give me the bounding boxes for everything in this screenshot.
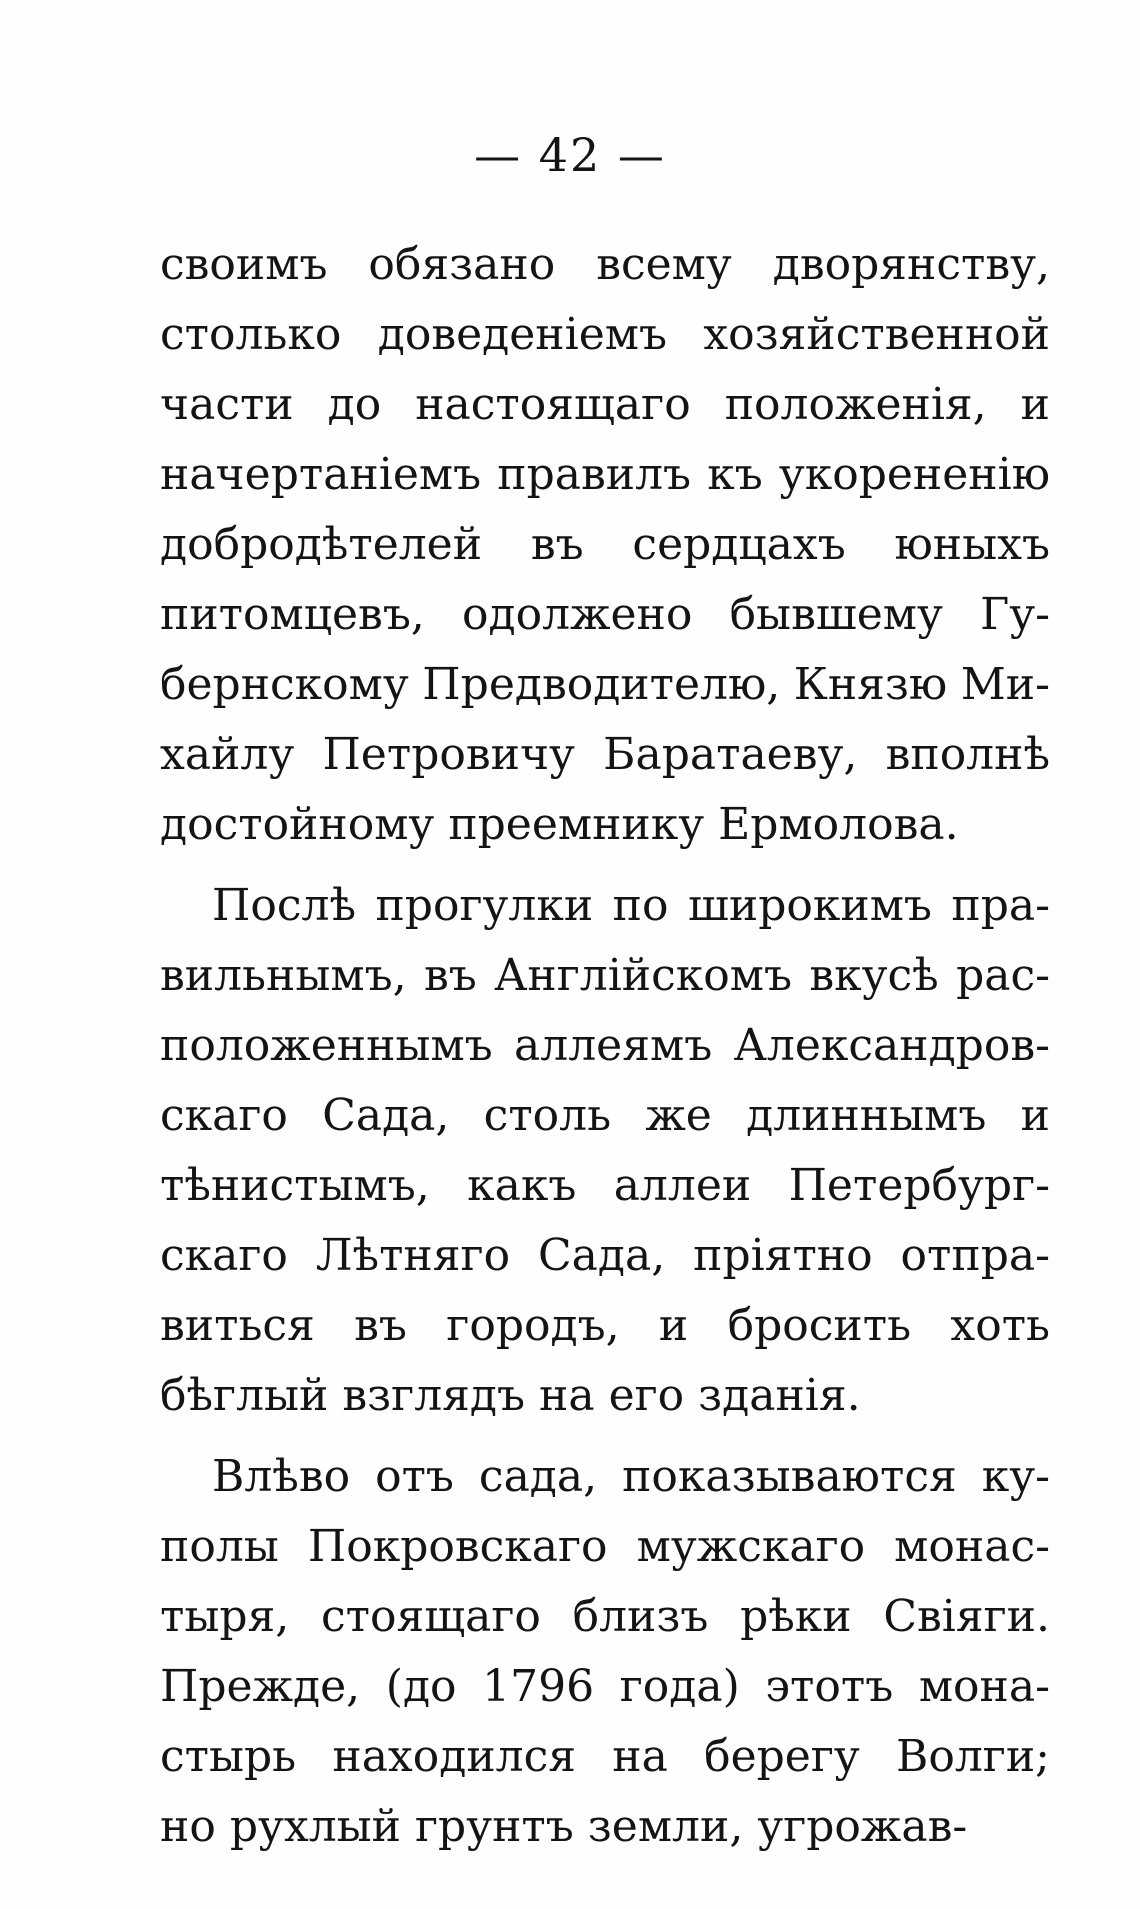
word: доведеніемъ: [377, 309, 667, 360]
word: бросить: [727, 1300, 912, 1351]
word: преемнику: [448, 799, 705, 850]
word: же: [645, 1090, 712, 1141]
text-line: [160, 1512, 1050, 1582]
text-line: [160, 1011, 1050, 1081]
word: рѣки: [740, 1591, 852, 1642]
word: хозяйственной: [703, 309, 1050, 360]
word: рас-: [956, 950, 1050, 1001]
word: до: [327, 379, 382, 430]
word: Петербург-: [788, 1160, 1050, 1211]
word: Покровскаго: [307, 1521, 608, 1572]
word: всему: [596, 239, 732, 290]
word: добродѣтелей: [160, 519, 483, 570]
word: Ермолова.: [718, 799, 959, 850]
text-line: [160, 300, 1050, 370]
word: Баратаеву,: [603, 729, 858, 780]
text-line: [160, 1361, 1050, 1431]
word: земли,: [587, 1801, 744, 1852]
word: скаго: [160, 1230, 288, 1281]
word: находился: [332, 1731, 577, 1782]
text-line: [160, 790, 1050, 860]
word: отпра-: [900, 1230, 1050, 1281]
word: виться: [160, 1300, 315, 1351]
word: правилъ: [497, 449, 692, 500]
word: Гу-: [980, 589, 1050, 640]
word: столько: [160, 309, 342, 360]
word: ку-: [981, 1451, 1050, 1502]
word: скаго: [160, 1090, 288, 1141]
word: и: [658, 1300, 689, 1351]
text-line: [160, 720, 1050, 790]
word: сердцахъ: [632, 519, 846, 570]
text-line: [160, 510, 1050, 580]
text-line: [160, 941, 1050, 1011]
text-line: [160, 580, 1050, 650]
word: Александров-: [733, 1020, 1050, 1071]
word: 1796: [482, 1661, 595, 1712]
word: Англійскомъ: [494, 950, 792, 1001]
word: прогулки: [375, 880, 594, 931]
word: монас-: [894, 1521, 1050, 1572]
paragraph-gap: [160, 1431, 1050, 1442]
word: Лѣтняго: [315, 1230, 511, 1281]
word: и: [1020, 1090, 1050, 1141]
word: юныхъ: [894, 519, 1050, 570]
page-number: — 42 —: [474, 128, 666, 182]
text-line: [160, 1221, 1050, 1291]
paragraph: [160, 871, 1050, 1431]
word: обязано: [368, 239, 556, 290]
word: стырь: [160, 1731, 297, 1782]
word: стоящаго: [320, 1591, 541, 1642]
paragraph-gap: [160, 860, 1050, 871]
word: начертаніемъ: [160, 449, 482, 500]
word: вполнѣ: [885, 729, 1050, 780]
word: городъ,: [446, 1300, 620, 1351]
text-line: [160, 1442, 1050, 1512]
word: части: [160, 379, 294, 430]
word: на: [539, 1370, 595, 1421]
word: на: [612, 1731, 668, 1782]
word: но: [160, 1801, 216, 1852]
word: Предводителю,: [422, 659, 781, 710]
text-line: [160, 440, 1050, 510]
word: (до: [385, 1661, 457, 1712]
text-line: [160, 230, 1050, 300]
word: Князю: [793, 659, 948, 710]
word: пріятно: [693, 1230, 873, 1281]
word: длиннымъ: [746, 1090, 987, 1141]
word: въ: [354, 1300, 407, 1351]
word: Волги;: [896, 1731, 1050, 1782]
word: положеннымъ: [160, 1020, 493, 1071]
word: Сада,: [537, 1230, 666, 1281]
text-line: [160, 1582, 1050, 1652]
word: этотъ: [765, 1661, 894, 1712]
body-text: [160, 230, 1050, 1862]
word: въ: [530, 519, 584, 570]
word: показываются: [622, 1451, 957, 1502]
word: Послѣ: [212, 880, 356, 931]
word: хайлу: [160, 729, 295, 780]
word: зданія.: [698, 1370, 861, 1421]
word: аллеямъ: [514, 1020, 713, 1071]
word: его: [608, 1370, 685, 1421]
word: Ми-: [960, 659, 1050, 710]
word: своимъ: [160, 239, 328, 290]
text-line: [160, 1652, 1050, 1722]
word: пра-: [951, 880, 1050, 931]
word: Свіяги.: [883, 1591, 1050, 1642]
text-line: [160, 370, 1050, 440]
word: мона-: [918, 1661, 1050, 1712]
word: Петровичу: [322, 729, 575, 780]
text-line: [160, 1291, 1050, 1361]
text-line: [160, 1792, 1050, 1862]
word: тѣнистымъ,: [160, 1160, 430, 1211]
text-line: [160, 1081, 1050, 1151]
word: аллеи: [613, 1160, 752, 1211]
word: питомцевъ,: [160, 589, 425, 640]
word: вильнымъ,: [160, 950, 407, 1001]
word: тыря,: [160, 1591, 290, 1642]
word: Прежде,: [160, 1661, 361, 1712]
word: бѣглый: [160, 1370, 329, 1421]
word: столь: [483, 1090, 612, 1141]
word: угрожав-: [757, 1801, 968, 1852]
word: близъ: [572, 1591, 709, 1642]
word: какъ: [467, 1160, 577, 1211]
word: вкусѣ: [809, 950, 939, 1001]
word: Сада,: [322, 1090, 450, 1141]
text-line: [160, 650, 1050, 720]
word: въ: [423, 950, 477, 1001]
word: берегу: [704, 1731, 860, 1782]
word: по: [612, 880, 669, 931]
word: достойному: [160, 799, 435, 850]
word: одолжено: [462, 589, 693, 640]
word: и: [1020, 379, 1050, 430]
word: укорененію: [778, 449, 1050, 500]
text-line: [160, 1722, 1050, 1792]
word: къ: [707, 449, 763, 500]
word: дворянству,: [772, 239, 1050, 290]
word: бернскому: [160, 659, 409, 710]
word: взглядъ: [342, 1370, 525, 1421]
word: бывшему: [729, 589, 943, 640]
word: полы: [160, 1521, 279, 1572]
word: года): [619, 1661, 740, 1712]
word: положенія,: [724, 379, 987, 430]
word: настоящаго: [415, 379, 691, 430]
word: широкимъ: [687, 880, 932, 931]
paragraph: [160, 230, 1050, 860]
word: грунтъ: [415, 1801, 574, 1852]
text-line: [160, 1151, 1050, 1221]
word: мужскаго: [636, 1521, 866, 1572]
word: отъ: [375, 1451, 454, 1502]
text-line: [160, 871, 1050, 941]
word: хоть: [950, 1300, 1050, 1351]
paragraph: [160, 1442, 1050, 1862]
word: рухлый: [229, 1801, 401, 1852]
word: сада,: [478, 1451, 598, 1502]
word: Влѣво: [212, 1451, 351, 1502]
